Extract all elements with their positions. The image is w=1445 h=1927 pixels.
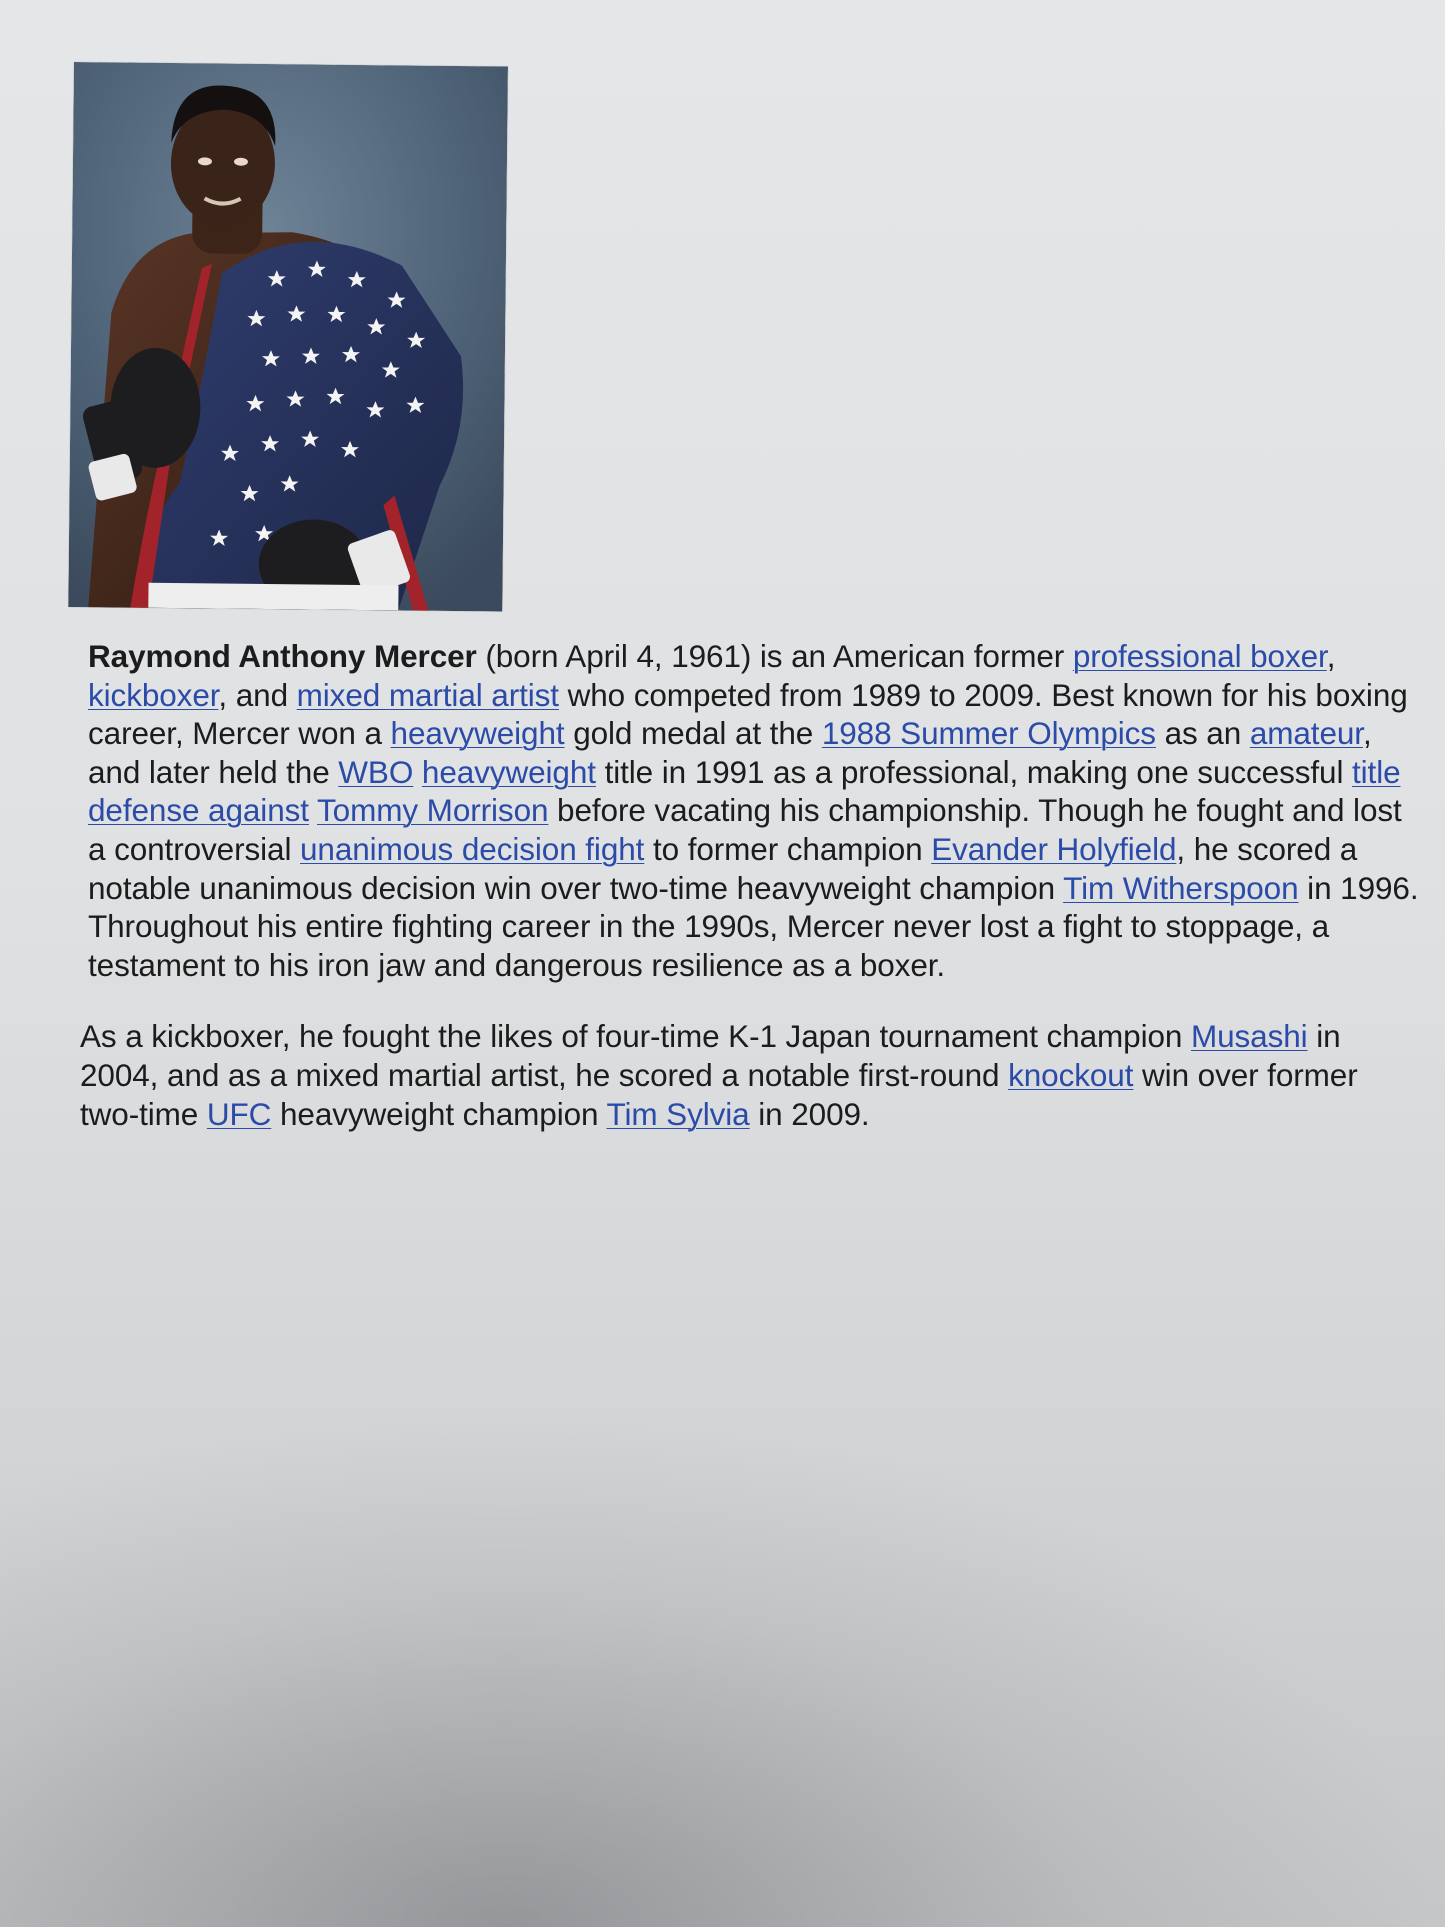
body-text: to former champion [644, 830, 932, 867]
body-text: title in 1991 as a professional, making one successful [595, 753, 1352, 790]
link-title-defense[interactable]: title defense against [88, 753, 1401, 829]
body-text [413, 754, 422, 790]
link-kickboxer[interactable]: kickboxer [88, 676, 219, 713]
subject-name: Raymond Anthony Mercer [88, 638, 477, 674]
article-paragraph-2 [80, 1017, 1360, 1133]
body-text [309, 792, 317, 828]
body-text: , he scored a notable unanimous decision win over two-time heavyweight champion [88, 830, 1358, 906]
link-heavyweight[interactable]: heavyweight [390, 715, 565, 752]
body-text: in 2009. [749, 1095, 870, 1132]
link-tim-witherspoon[interactable]: Tim Witherspoon [1063, 869, 1299, 906]
body-text: , and later held the [88, 715, 1372, 790]
link-professional-boxer[interactable]: professional boxer [1072, 638, 1327, 674]
link-evander-holyfield[interactable]: Evander Holyfield [931, 830, 1177, 867]
article-body [80, 637, 1420, 1166]
body-text: gold medal at the [564, 715, 822, 752]
article-paragraph-1 [80, 637, 1420, 984]
portrait-illustration [68, 62, 508, 612]
link-1988-summer-olympics[interactable]: 1988 Summer Olympics [821, 715, 1156, 752]
body-text: who competed from 1989 to 2009. Best known for his boxing career, Mercer won a [88, 676, 1408, 752]
body-text: As a kickboxer, he fought the likes of four-time K-1 Japan tournament champion [80, 1018, 1191, 1055]
link-amateur[interactable]: amateur [1249, 715, 1363, 752]
body-text: as an [1155, 715, 1250, 752]
page-shadow [0, 1407, 1445, 1927]
link-ufc[interactable]: UFC [206, 1095, 272, 1132]
link-knockout[interactable]: knockout [1008, 1056, 1134, 1093]
link-heavyweight-title[interactable]: heavyweight [421, 753, 596, 790]
link-mixed-martial-artist[interactable]: mixed martial artist [296, 676, 559, 713]
link-musashi[interactable]: Musashi [1190, 1018, 1308, 1055]
link-tim-sylvia[interactable]: Tim Sylvia [606, 1095, 750, 1132]
body-text: before vacating his championship. Though he fought and lost a controversial [88, 792, 1402, 867]
body-text: (born April 4, 1961) is an American former [476, 638, 1073, 674]
body-text: , [1326, 638, 1336, 674]
body-text: in 1996. Throughout his entire fighting career in the 1990s, Mercer never lost a fight to stoppage, a testament to his iron jaw and dangerous resilience as a boxer. [88, 869, 1419, 983]
boxer-portrait-photo [68, 62, 508, 612]
body-text: win over former two-time [80, 1056, 1358, 1132]
link-unanimous-decision-fight[interactable]: unanimous decision fight [300, 830, 645, 867]
body-text: heavyweight champion [271, 1095, 607, 1132]
body-text: in 2004, and as a mixed martial artist, he scored a notable first-round [80, 1018, 1341, 1093]
link-tommy-morrison[interactable]: Tommy Morrison [317, 792, 549, 829]
link-wbo[interactable]: WBO [338, 753, 414, 790]
body-text: , and [218, 676, 297, 713]
